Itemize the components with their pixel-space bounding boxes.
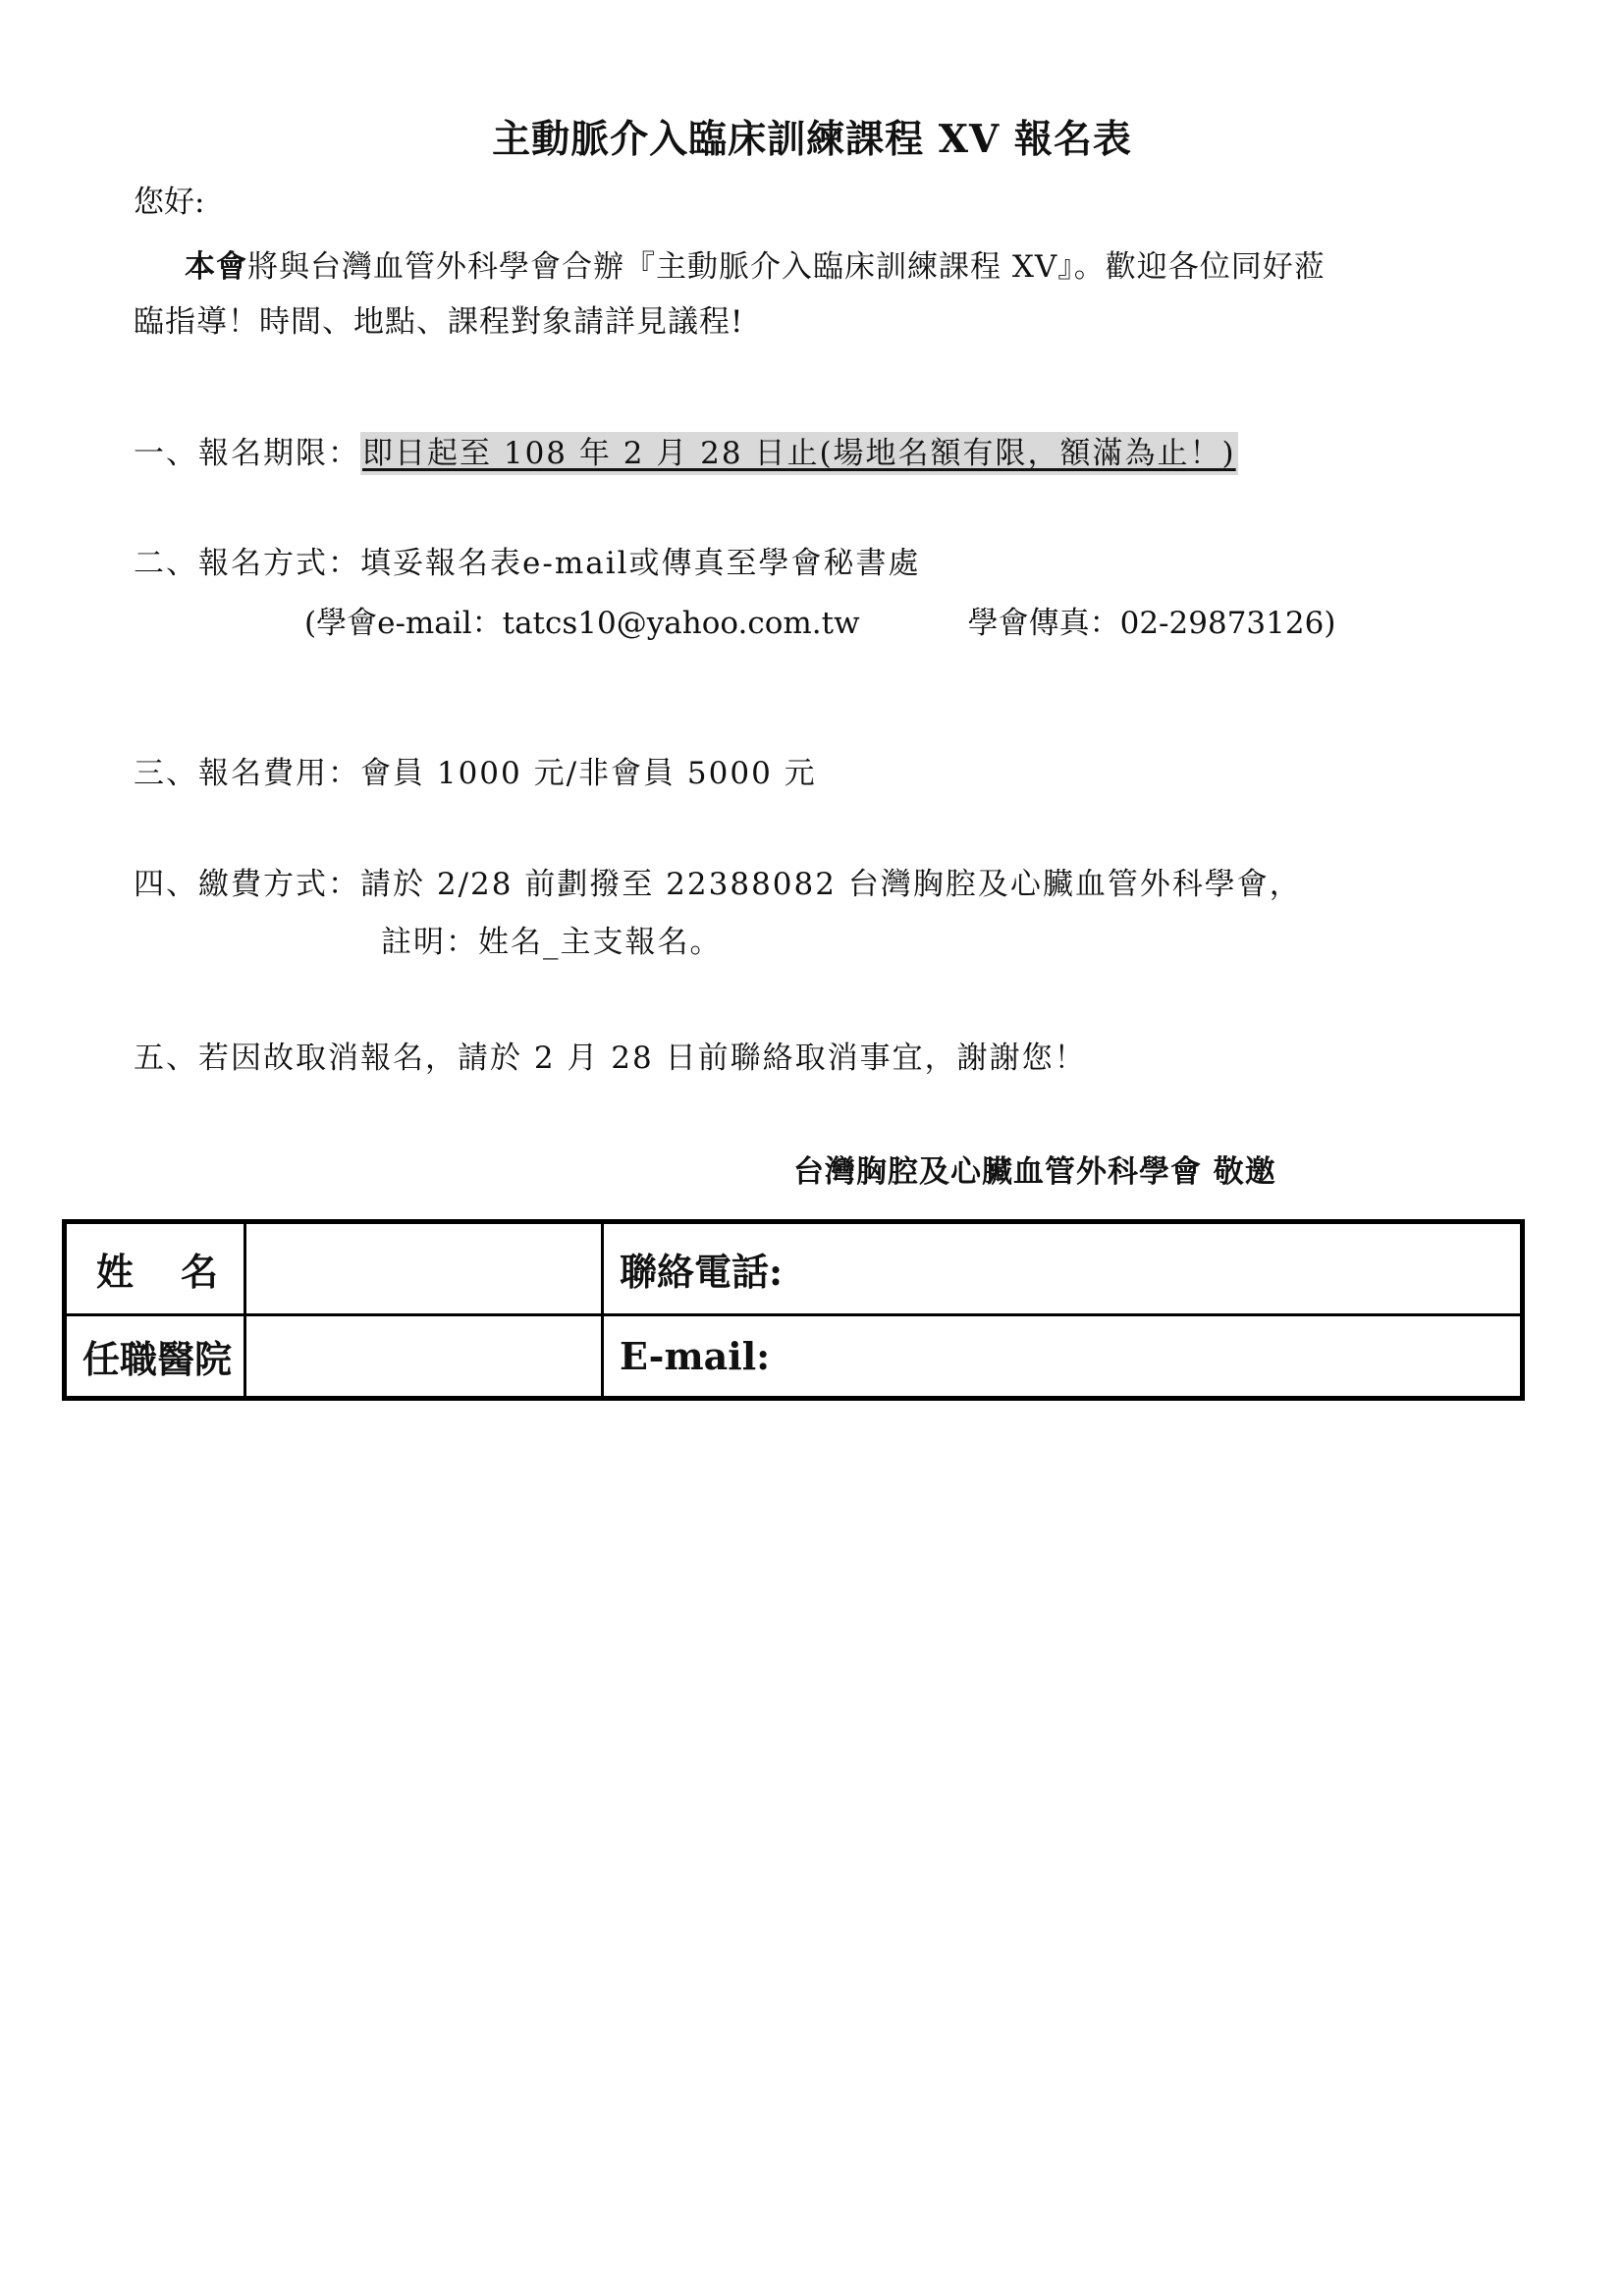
intro-line-1 <box>185 249 1326 286</box>
contact-info-line <box>304 606 1335 642</box>
email-field[interactable]: E-mail: <box>603 1315 1523 1399</box>
registration-method: 二、報名方式：填妥報名表e-mail或傳真至學會秘書處 <box>134 546 921 581</box>
table-row <box>65 1315 1523 1399</box>
greeting: 您好: <box>134 185 205 220</box>
payment-note: 註明：姓名_主支報名。 <box>381 925 723 960</box>
deadline-value: 即日起至 108 年 2 月 28 日止(場地名額有限，額滿為止！) <box>360 432 1238 475</box>
society-email: (學會e-mail：tatcs10@yahoo.com.tw <box>304 606 860 641</box>
name-label: 姓名 <box>65 1222 245 1315</box>
name-field[interactable] <box>245 1222 603 1315</box>
hospital-label: 任職醫院 <box>65 1315 245 1399</box>
intro-bold-lead: 本會 <box>185 249 247 285</box>
table-row <box>65 1222 1523 1315</box>
payment-method: 四、繳費方式：請於 2/28 前劃撥至 22388082 台灣胸腔及心臟血管外科學會， <box>134 867 1302 902</box>
page-title: 主動脈介入臨床訓練課程 XV 報名表 <box>492 117 1132 162</box>
intro-line-1-rest: 將與台灣血管外科學會合辦『主動脈介入臨床訓練課程 XV』。歡迎各位同好蒞 <box>247 249 1326 285</box>
registration-fee: 三、報名費用：會員 1000 元/非會員 5000 元 <box>134 756 817 791</box>
hospital-field[interactable] <box>245 1315 603 1399</box>
intro-line-2: 臨指導！時間、地點、課程對象請詳見議程! <box>134 304 744 340</box>
phone-field[interactable]: 聯絡電話: <box>603 1222 1523 1315</box>
cancellation-note: 五、若因故取消報名，請於 2 月 28 日前聯絡取消事宜，謝謝您！ <box>134 1041 1087 1076</box>
signature: 台灣胸腔及心臟血管外科學會 敬邀 <box>793 1154 1276 1190</box>
deadline-label: 一、報名期限： <box>134 436 360 471</box>
society-fax: 學會傳真：02-29873126) <box>967 606 1336 641</box>
registration-table <box>62 1219 1525 1401</box>
registration-deadline <box>134 436 1238 472</box>
